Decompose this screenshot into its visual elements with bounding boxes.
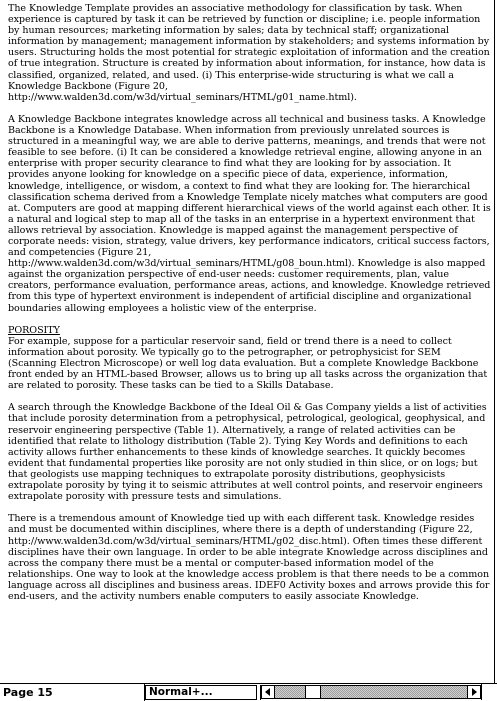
page-number: Page 15 <box>3 686 53 699</box>
porosity-heading: POROSITY <box>8 324 60 336</box>
document-body[interactable] <box>8 3 492 602</box>
paragraph-porosity-search: A search through the Knowledge Backbone of the Ideal Oil & Gas Company yields a list of activities that include porosity determination from a petrophysical, petrological, geological, geophysical, and reservoir engineering perspective (Table 1). Alternatively, a range of related activities can be identified that relate to lithology distribution (Table 2). Tying Key Words and definitions to each activity allows further enhancements to these kinds of knowledge searches. It quickly becomes evident that fundamental properties like porosity are not only studied in thin slice, or on logs; but that geologists use mapping techniques to extrapolate porosity distributions, geophysicists extrapolate porosity by tying it to seismic attributes at well control points, and reservoir engineers extrapolate porosity with pressure tests and simulations. <box>8 402 487 503</box>
scroll-thumb[interactable] <box>305 686 321 698</box>
scroll-track[interactable] <box>275 685 467 699</box>
paragraph-knowledge-template: The Knowledge Template provides an associative methodology for classification by task. When experience is captured by task it can be retrieved by function or discipline; i.e. people information by human resources; marketing information by sales; data by technical staff; organizational information by management; management information by stakeholders; and systems information by users. Structuring holds the most potential for strategic exploitation of information and the creation of true integration. Structure is created by information about information, for instance, how data is classified, organized, related, and used. (i) This enterprise-wide structuring is what we call a Knowledge Backbone (Figure 20, http://www.walden3d.com/w3d/virtual_seminars/HTML/g01_name.html). <box>8 3 490 103</box>
paragraph-porosity-example: For example, suppose for a particular reservoir sand, field or trend there is a need to collect information about porosity. We typically go to the petrographer, or petrophysicist for SEM (Scanning Electron Microscope) or well log data evaluation. But a complete Knowledge Backbone front ended by an HTML-based Browser, allows us to bring up all tasks across the organization that are related to porosity. These tasks can be tied to a Skills Database. <box>8 335 488 392</box>
style-selector[interactable] <box>145 685 257 700</box>
porosity-section <box>8 325 492 392</box>
scroll-left-button[interactable] <box>261 685 275 699</box>
status-bar <box>0 683 497 701</box>
paragraph-knowledge-disciplines: There is a tremendous amount of Knowledge tied up with each different task. Knowledge resides and must be documented within disciplines, where there is a depth of understanding (Figure 22, http://www.walden3d.com/w3d/virtual_seminars/HTML/g02_disc.html). Often times these different disciplines have their own language. In order to be able integrate Knowledge across disciplines and across the company there must be a mental or computer-based information model of the relationships. One way to look at the knowledge access problem is that there needs to be a common language across all disciplines and business areas. IDEF0 Activity boxes and arrows provide this for end-users, and the activity numbers enable computers to easily associate Knowledge. <box>8 513 490 602</box>
resize-box[interactable] <box>481 684 497 700</box>
horizontal-scrollbar[interactable] <box>260 685 497 700</box>
paragraph-knowledge-backbone: A Knowledge Backbone integrates knowledge across all technical and business tasks. A Knowledge Backbone is a Knowledge Database. When information from previously unrelated sources is structured in a meaningful way, we are able to derive patterns, meanings, and trends that were not feasible to see before. (i) It can be considered a knowledge retrieval engine, allowing anyone in an enterprise with proper security clearance to find what they are looking for by association. It provides anyone looking for knowledge on a specific piece of data, experience, information, knowledge, intelligence, or wisdom, a context to find what they are looking for. The hierarchical classification schema derived from a Knowledge Template nicely matches what computers are good at. Computers are good at mapping different hierarchical views of the world against each other. It is a natural and logical step to map all of the tasks in an enterprise in a hypertext environment that allows retrieval by association. Knowledge is mapped against the management perspective of corporate needs: vision, strategy, value drivers, key performance indicators, critical success factors, and competencies (Figure 21, http://www.walden3d.com/w3d/virtual_seminars/HTML/g08_boun.html). Knowledge is also mapped against the organization perspective of end-user needs: customer requirements, plan, value creators, performance evaluation, performance areas, actions, and knowledge. Knowledge retrieved from this type of hypertext environment is independent of artificial discipline and organizational boundaries allowing employees a holistic view of the enterprise. <box>8 113 491 314</box>
scroll-right-button[interactable] <box>467 685 481 699</box>
right-arrow-icon <box>470 688 478 696</box>
left-arrow-icon <box>264 688 272 696</box>
style-selector-label: Normal+... <box>149 686 213 698</box>
